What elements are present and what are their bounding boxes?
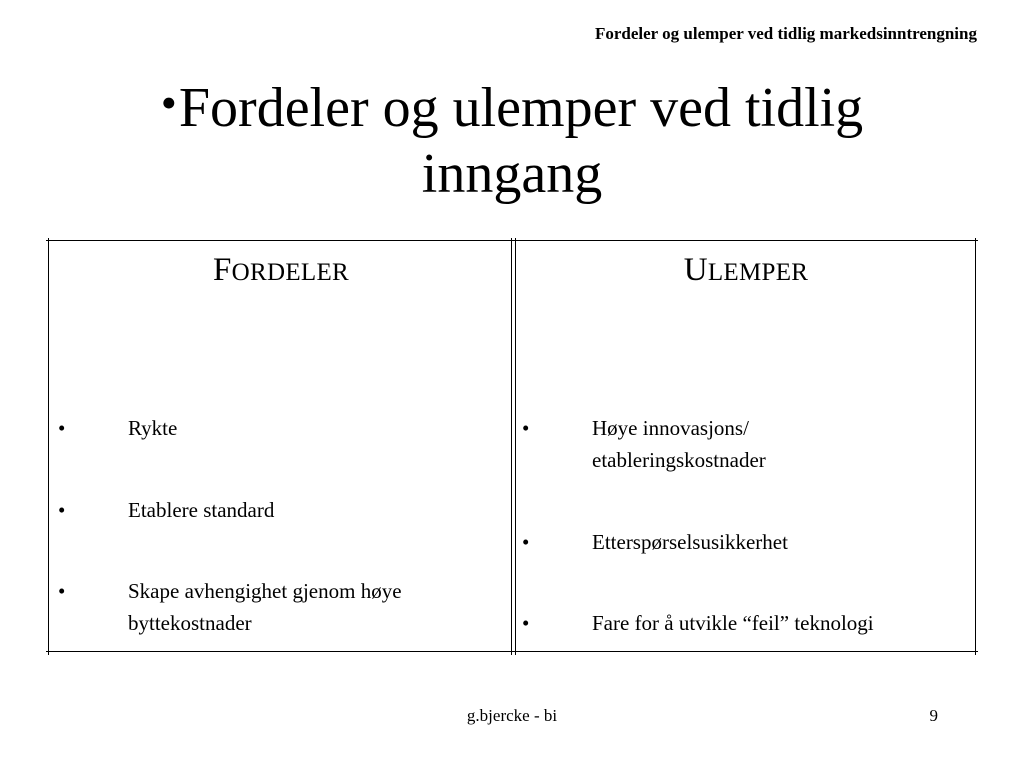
disadvantage-text: Fare for å utvikle “feil” teknologi	[592, 611, 874, 635]
table-column-divider-b	[515, 238, 516, 655]
table-left-border	[48, 238, 49, 655]
header-title: Fordeler og ulemper ved tidlig markedsinntrengning	[594, 24, 977, 43]
advantage-text: Rykte	[128, 416, 178, 440]
advantages-heading-rest: ORDELER	[231, 259, 350, 286]
advantage-text: Etablere standard	[128, 498, 275, 522]
footer-author: g.bjercke - bi	[466, 706, 558, 725]
slide-title-line-2: inngang	[421, 143, 603, 205]
advantages-heading	[48, 252, 514, 289]
advantage-text: Skape avhengighet gjenom høye byttekostnader	[128, 579, 402, 635]
title-bullet: •	[160, 77, 177, 128]
slide-title-line-1	[0, 70, 1024, 141]
table-right-border	[975, 238, 976, 655]
bullet-icon: •	[58, 579, 66, 603]
bullet-icon: •	[522, 530, 530, 554]
disadvantage-text: Høye innovasjons/ etableringskostnader	[592, 416, 766, 472]
title-text-line-1: Fordeler og ulemper ved tidlig	[178, 77, 864, 139]
disadvantages-heading-initial: U	[683, 252, 708, 288]
bullet-icon: •	[58, 498, 66, 522]
bullet-icon: •	[522, 416, 530, 440]
slide-title	[0, 70, 1024, 207]
table-column-divider-a	[511, 238, 512, 655]
table-top-border	[46, 240, 978, 241]
disadvantage-text: Etterspørselsusikkerhet	[592, 530, 788, 554]
table-bottom-border	[46, 651, 978, 652]
disadvantages-heading	[513, 252, 979, 289]
bullet-icon: •	[522, 611, 530, 635]
slide-number: 9	[929, 706, 938, 725]
disadvantages-heading-rest: LEMPER	[707, 259, 809, 286]
advantages-heading-initial: F	[212, 252, 232, 288]
bullet-icon: •	[58, 416, 66, 440]
